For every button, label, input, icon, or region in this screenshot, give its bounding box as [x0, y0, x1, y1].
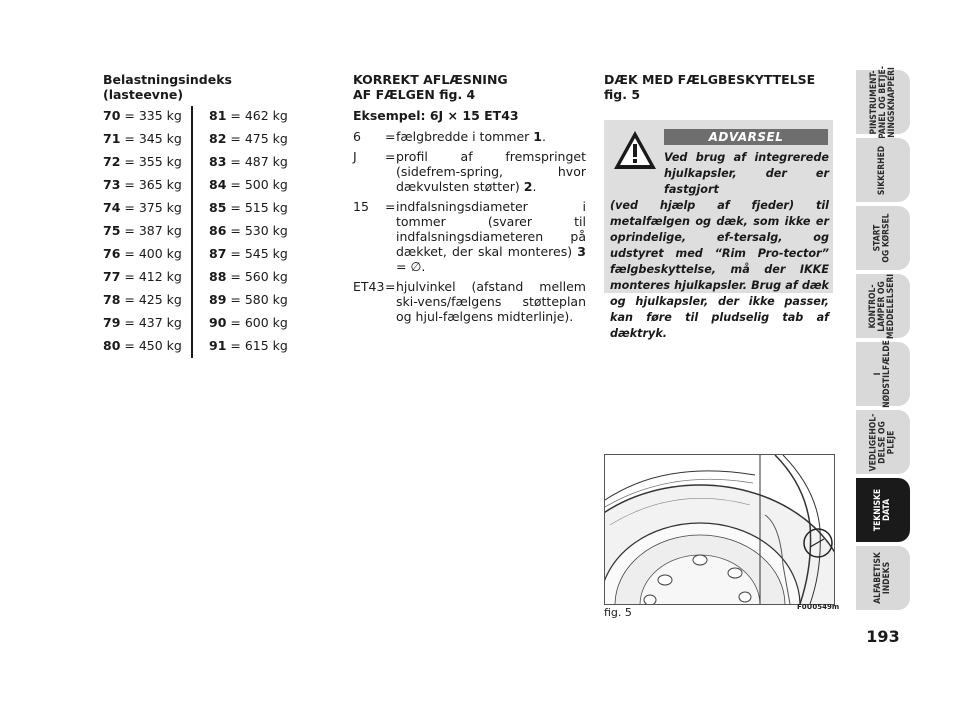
load-index-right [209, 177, 288, 192]
load-index-value: = 355 kg [120, 154, 182, 169]
tire-rim-illustration [604, 454, 835, 605]
chapter-tab-label: SIKKERHED [877, 145, 888, 195]
load-index-left [103, 269, 182, 284]
load-index-number: 77 [103, 269, 121, 284]
load-index-row [103, 177, 303, 200]
load-index-number: 79 [103, 315, 121, 330]
load-index-row [103, 108, 303, 131]
equals-sign: = [385, 279, 396, 294]
definition-item [353, 129, 586, 144]
load-index-number: 71 [103, 131, 121, 146]
load-index-value: = 450 kg [120, 338, 182, 353]
load-index-right [209, 269, 288, 284]
warning-text-first: Ved brug af integrerede hjulkapsler, der er fastgjort [664, 151, 829, 196]
rim-reading-section [353, 72, 586, 329]
definition-list [353, 129, 586, 324]
figure-code: F0U0549m [797, 603, 840, 611]
chapter-tab-label: VEDLIGEHOL- DELSE OG PLEJE [868, 413, 897, 471]
chapter-tab[interactable] [856, 274, 910, 338]
equals-sign: = [385, 199, 396, 214]
load-index-number: 72 [103, 154, 121, 169]
load-index-left [103, 223, 182, 238]
warning-text [610, 150, 829, 342]
rim-protection-heading-1: DÆK MED FÆLGBESKYTTELSE [604, 72, 816, 87]
load-index-right [209, 154, 288, 169]
load-index-left [103, 246, 182, 261]
load-index-number: 75 [103, 223, 121, 238]
load-index-row [103, 223, 303, 246]
load-index-left [103, 200, 182, 215]
load-index-row [103, 246, 303, 269]
chapter-tab-label: START OG KØRSEL [872, 213, 892, 263]
definition-text: hjulvinkel (afstand mellem ski-vens/fælgens støtteplan og hjul-fælgens midterlinje). [396, 279, 586, 324]
load-index-row [103, 269, 303, 292]
load-index-value: = 345 kg [120, 131, 182, 146]
load-index-value: = 560 kg [226, 269, 288, 284]
rim-reading-heading-1: KORREKT AFLÆSNING [353, 72, 508, 87]
load-index-value: = 615 kg [226, 338, 288, 353]
load-index-right [209, 223, 288, 238]
warning-label: ADVARSEL [664, 129, 828, 145]
definition-key: 15 [353, 199, 369, 214]
chapter-tab[interactable] [856, 546, 910, 610]
load-index-left [103, 154, 182, 169]
load-index-number: 88 [209, 269, 227, 284]
chapter-tab-label: PINSTRUMENT- PANEL OG BETJE- NINGSKNAPPERI [868, 65, 897, 139]
definition-item [353, 279, 586, 324]
load-index-row [103, 338, 303, 361]
chapter-tab-label: ALFABETISK INDEKS [872, 552, 892, 604]
equals-sign: = [385, 129, 396, 144]
definition-item [353, 199, 586, 274]
rim-reading-heading-2: AF FÆLGEN fig. 4 [353, 87, 476, 102]
load-index-value: = 475 kg [226, 131, 288, 146]
chapter-tab-label: KONTROL- LAMPER OG MEDDELELSERI [868, 273, 897, 339]
load-index-number: 70 [103, 108, 121, 123]
load-index-number: 84 [209, 177, 227, 192]
load-index-right [209, 108, 288, 123]
load-index-right [209, 292, 288, 307]
load-index-row [103, 292, 303, 315]
chapter-tab[interactable] [856, 206, 910, 270]
definition-text: indfalsningsdiameter i tommer (svarer til indfalsningsdiameteren på dækket, der skal monteres) 3 = ∅. [396, 199, 586, 274]
load-index-number: 87 [209, 246, 227, 261]
load-index-number: 91 [209, 338, 227, 353]
load-index-number: 82 [209, 131, 227, 146]
load-index-value: = 425 kg [120, 292, 182, 307]
load-index-number: 90 [209, 315, 227, 330]
tire-drawing [605, 455, 834, 604]
load-index-value: = 580 kg [226, 292, 288, 307]
load-index-value: = 515 kg [226, 200, 288, 215]
page-number: 193 [866, 627, 900, 646]
load-index-value: = 487 kg [226, 154, 288, 169]
load-index-number: 73 [103, 177, 121, 192]
definition-text: fælgbredde i tommer 1. [396, 129, 546, 144]
chapter-tab[interactable] [856, 138, 910, 202]
load-index-left [103, 292, 182, 307]
load-index-left [103, 131, 182, 146]
load-index-right [209, 131, 288, 146]
load-index-value: = 500 kg [226, 177, 288, 192]
figure-label: fig. 5 [604, 606, 632, 619]
load-index-value: = 335 kg [120, 108, 182, 123]
definition-text: profil af fremspringet (sidefrem-spring, hvor dækvulsten støtter) 2. [396, 149, 586, 194]
load-index-left [103, 338, 182, 353]
rim-example: Eksempel: 6J × 15 ET43 [353, 108, 519, 123]
load-index-value: = 600 kg [226, 315, 288, 330]
definition-key: ET43 [353, 279, 385, 294]
chapter-tab-label: I NØDSTILFÆLDE [873, 340, 893, 408]
rim-protection-section [604, 72, 834, 102]
load-index-section [103, 72, 303, 361]
load-index-value: = 412 kg [120, 269, 182, 284]
load-index-value: = 365 kg [120, 177, 182, 192]
chapter-tab[interactable] [856, 65, 910, 139]
load-index-value: = 437 kg [120, 315, 182, 330]
load-index-number: 86 [209, 223, 227, 238]
load-index-value: = 375 kg [120, 200, 182, 215]
load-index-number: 85 [209, 200, 227, 215]
warning-box [604, 120, 833, 340]
load-index-value: = 387 kg [120, 223, 182, 238]
chapter-tab[interactable] [856, 478, 910, 542]
load-index-number: 83 [209, 154, 227, 169]
warning-text-rest: (ved hjælp af fjeder) til metalfælgen og dæk, som ikke er oprindelige, ef-tersalg, og udstyret med “Rim Pro-tector” fælgbeskyttelse, må der IKKE monteres hjulkapsler. Brug af dæk og hjulkapsler, der ikke passer, kan føre til pludselig tab af dæktryk. [610, 199, 829, 340]
load-index-number: 81 [209, 108, 227, 123]
load-index-number: 76 [103, 246, 121, 261]
load-index-row [103, 131, 303, 154]
load-index-row [103, 315, 303, 338]
load-index-number: 80 [103, 338, 121, 353]
load-index-number: 89 [209, 292, 227, 307]
load-index-right [209, 338, 288, 353]
load-index-row [103, 200, 303, 223]
load-index-value: = 545 kg [226, 246, 288, 261]
load-index-value: = 400 kg [120, 246, 182, 261]
rim-protection-heading-2: fig. 5 [604, 87, 641, 102]
load-index-left [103, 177, 182, 192]
load-index-row [103, 154, 303, 177]
equals-sign: = [385, 149, 396, 164]
load-index-right [209, 200, 288, 215]
load-index-value: = 530 kg [226, 223, 288, 238]
load-index-number: 74 [103, 200, 121, 215]
chapter-tab[interactable] [856, 410, 910, 474]
chapter-tab[interactable] [856, 342, 910, 406]
load-index-table [103, 108, 303, 361]
load-index-left [103, 315, 182, 330]
load-index-heading: Belastningsindeks (lasteevne) [103, 72, 232, 102]
load-index-value: = 462 kg [226, 108, 288, 123]
definition-key: 6 [353, 129, 361, 144]
chapter-tab-label: TEKNISKE DATA [873, 488, 892, 532]
definition-key: J [353, 149, 357, 164]
load-index-left [103, 108, 182, 123]
load-index-right [209, 246, 288, 261]
load-index-right [209, 315, 288, 330]
load-index-number: 78 [103, 292, 121, 307]
definition-item [353, 149, 586, 194]
